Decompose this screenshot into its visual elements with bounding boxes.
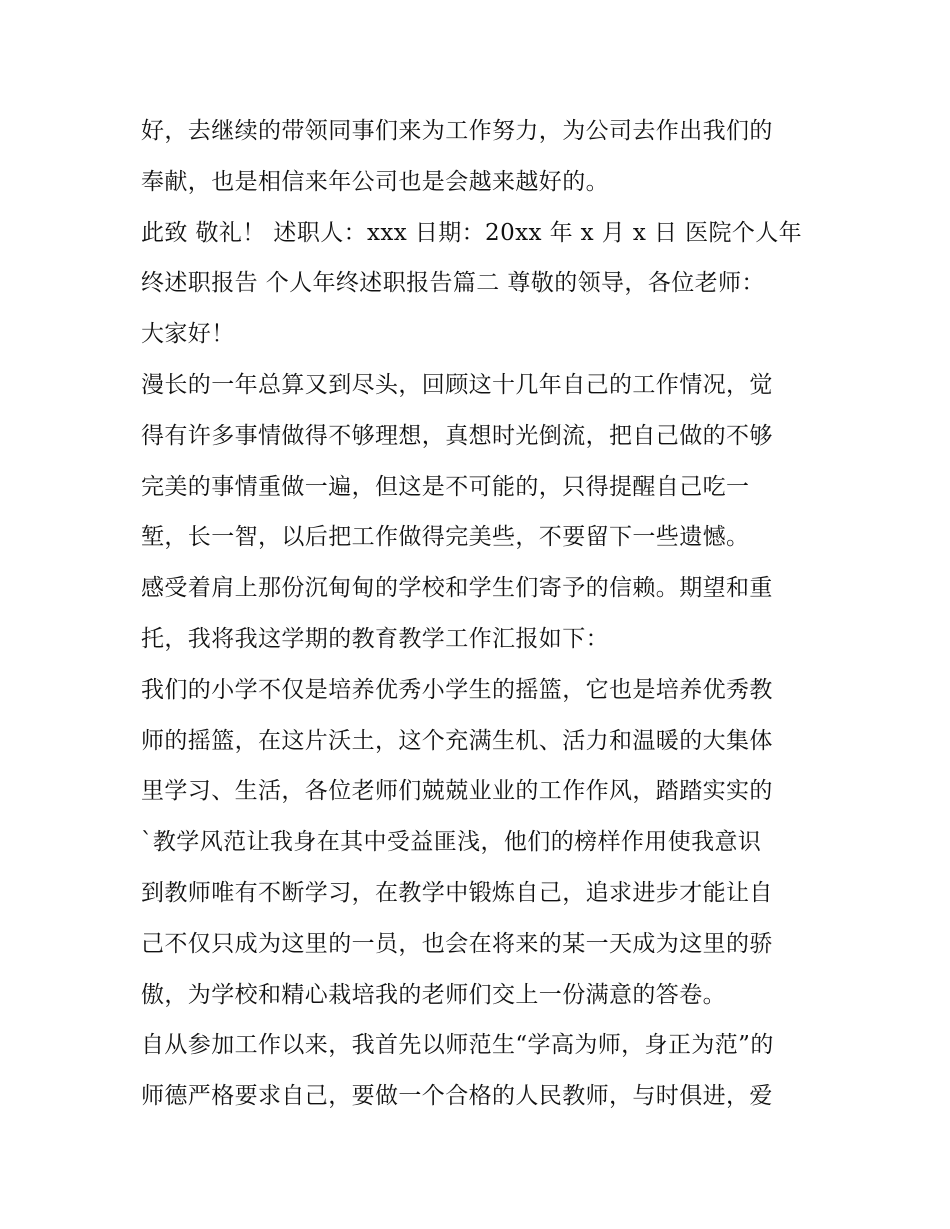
text-line: 终述职报告 个人年终述职报告篇二 尊敬的领导，各位老师： xyxy=(141,270,765,297)
text-line: 漫长的一年总算又到尽头，回顾这十几年自己的工作情况，觉 xyxy=(141,371,773,398)
text-line: 奉献，也是相信来年公司也是会越来越好的。 xyxy=(141,168,609,195)
text-line: 托，我将我这学期的教育教学工作汇报如下： xyxy=(141,625,609,652)
text-line: 我们的小学不仅是培养优秀小学生的摇篮，它也是培养优秀教 xyxy=(141,676,773,703)
text-line: 好，去继续的带领同事们来为工作努力，为公司去作出我们的 xyxy=(141,118,773,144)
text-line: 师的摇篮，在这片沃土，这个充满生机、活力和温暖的大集体 xyxy=(141,727,773,754)
document-body xyxy=(141,108,821,1124)
text-line: 傲，为学校和精心栽培我的老师们交上一份满意的答卷。 xyxy=(141,981,726,1008)
text-line: 到教师唯有不断学习，在教学中锻炼自己，追求进步才能让自 xyxy=(141,879,773,906)
text-line: `教学风范让我身在其中受益匪浅，他们的榜样作用使我意识 xyxy=(141,829,762,856)
text-line: 里学习、生活，各位老师们兢兢业业的工作作风，踏踏实实的 xyxy=(141,778,773,805)
text-line: 师德严格要求自己，要做一个合格的人民教师，与时俱进，爱 xyxy=(141,1083,773,1110)
text-line: 自从参加工作以来，我首先以师范生“学高为师，身正为范”的 xyxy=(141,1032,774,1059)
text-line: 感受着肩上那份沉甸甸的学校和学生们寄予的信赖。期望和重 xyxy=(141,575,773,602)
text-line: 得有许多事情做得不够理想，真想时光倒流，把自己做的不够 xyxy=(141,422,773,449)
text-line: 己不仅只成为这里的一员，也会在将来的某一天成为这里的骄 xyxy=(141,930,773,957)
text-line: 此致 敬礼！ 述职人：xxx 日期：20xx 年 x 月 x 日 医院个人年 xyxy=(141,219,803,246)
text-line: 完美的事情重做一遍，但这是不可能的，只得提醒自己吃一 xyxy=(141,473,750,500)
text-line: 堑，长一智，以后把工作做得完美些，不要留下一些遗憾。 xyxy=(141,524,750,551)
text-line: 大家好！ xyxy=(141,321,235,348)
